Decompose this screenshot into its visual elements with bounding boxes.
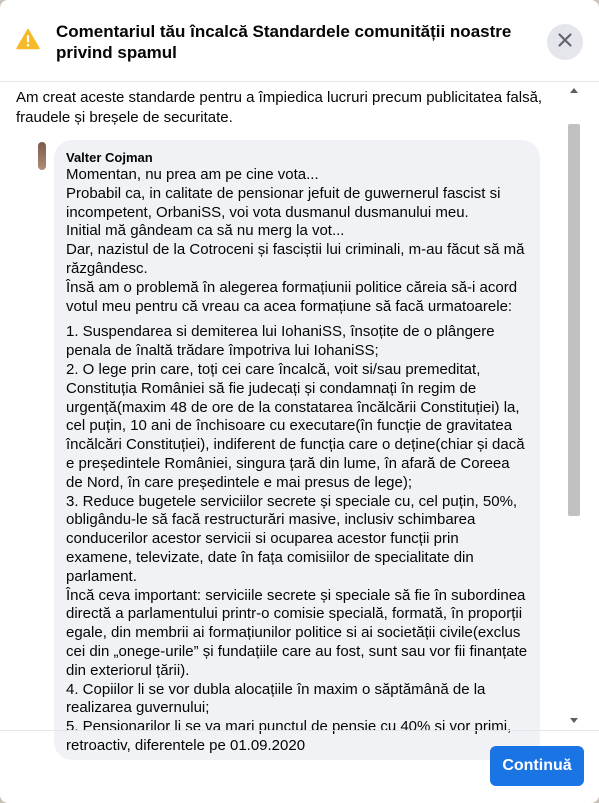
paragraph-spacer <box>66 316 528 323</box>
close-button[interactable] <box>547 24 583 60</box>
avatar[interactable] <box>38 142 46 170</box>
comment-bubble <box>54 140 540 760</box>
scroll-up-arrow-icon[interactable] <box>570 88 578 93</box>
scroll-down-arrow-icon[interactable] <box>570 718 578 723</box>
dialog-footer <box>0 730 599 803</box>
continue-button[interactable]: Continuă <box>490 746 584 786</box>
dialog-header <box>0 0 599 82</box>
scrollbar-thumb[interactable] <box>568 124 580 516</box>
dialog-body[interactable] <box>0 82 599 754</box>
scrollbar[interactable] <box>566 82 582 730</box>
comment-author[interactable]: Valter Cojman <box>66 150 153 165</box>
intro-text: Am creat aceste standarde pentru a împiedica lucruri precum publicitatea falsă, fraudele și breșele de securitate. <box>16 89 543 126</box>
close-icon <box>558 33 572 52</box>
comment-paragraph: Momentan, nu prea am pe cine vota... Probabil ca, in calitate de pensionar jefuit de guwernerul fascist si incompetent, OrbaniSS, voi vota dusmanul dusmanului meu. Initial mă gândeam ca să nu merg la vot... Dar, nazistul de la Cotroceni și fasciștii lui criminali, m-au făcut să mă răzgândesc. Însă am o problemă în alegerea formațiunii politice căreia să-i acord votul meu pentru că vreau ca acea formațiune să facă urmatoarele: <box>66 166 525 315</box>
comment-paragraph: 1. Suspendarea si demiterea lui IohaniSS, însoțite de o plângere penala de înaltă trădare împotriva lui IohaniSS; 2. O lege prin care, toți cei care încalcă, voit si/sau premeditat, Constituția României să fie judecați și condamnați în regim de urgență(maxim 48 de ore de la constatarea încălcării Constituției) la, cel puțin, 10 ani de închisoare cu executare(în funcție de gravitatea încălcări Constituției), indiferent de funcția care o deține(chiar și dacă e președintele României, singura țară din lume, în afară de Coreea de Nord, în care președintele e mai presus de lege); 3. Reduce bugetele serviciilor secrete și speciale cu, cel puțin, 50%, obligându-le să facă restructurări masive, inclusiv schimbarea conducerilor acestor servicii si ocuparea acestor funcții prin examene, televizate, date în fața comisiilor de specialitate din parlament. Încă ceva important: serviciile secrete și speciale să fie în subordinea directă a parlamentului printr-o comisie specială, formată, în proporții egale, din membrii ai formațiunilor politice si ai societății civile(exclus cei din „onege-urile” și fundațiile care au fost, sunt sau vor fii finanțate din exteriorul țării). 4. Copiilor li se vor dubla alocațiile în maxim o săptămână de la realizarea guvernului; 5. Pensionarilor li se va mari punctul de pensie cu 40% si vor primi, retroactiv, diferentele pe 01.09.2020 <box>66 323 528 754</box>
warning-triangle-icon <box>16 28 40 50</box>
dialog-title: Comentariul tău încalcă Standardele comunității noastre privind spamul <box>56 22 512 62</box>
